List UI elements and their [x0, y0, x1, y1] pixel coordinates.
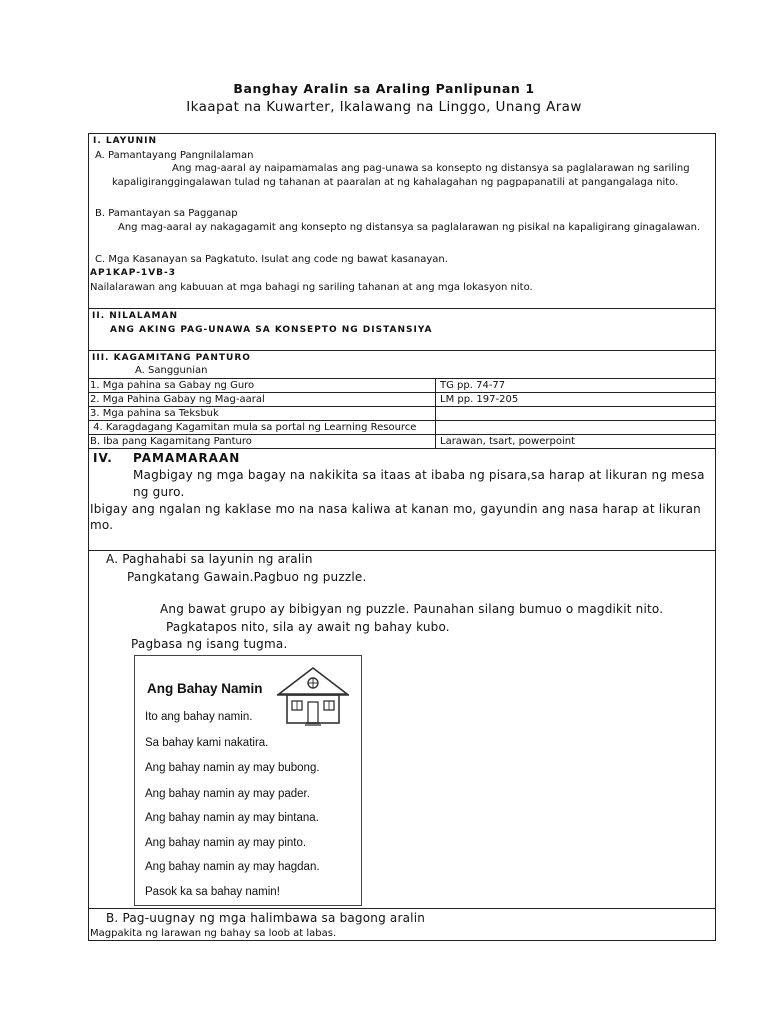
layunin-c-label: C. Mga Kasanayan sa Pagkatuto. Isulat ang code ng bawat kasanayan. — [95, 254, 448, 265]
house-icon — [275, 664, 351, 726]
layunin-b-label: B. Pamantayan sa Pagganap — [95, 208, 238, 219]
section-a-text: Pagkatapos nito, sila ay await ng bahay kubo. — [166, 620, 450, 634]
layunin-a-text: Ang mag-aaral ay naipamamalas ang pag-unawa sa konsepto ng distansya sa paglalarawan ng sariling — [172, 163, 690, 174]
divider — [88, 550, 716, 551]
pamamaraan-text: Magbigay ng mga bagay na nakikita sa itaas at ibaba ng pisara,sa harap at likuran ng mesa — [133, 468, 705, 482]
lesson-title: Banghay Aralin sa Araling Panlipunan 1 — [233, 81, 535, 96]
section-b-text: Magpakita ng larawan ng bahay sa loob at labas. — [90, 928, 337, 939]
section-a-label: A. Paghahabi sa layunin ng aralin — [106, 552, 313, 566]
poem-card — [134, 655, 362, 906]
divider — [88, 378, 716, 379]
kagamitan-heading: III. KAGAMITANG PANTURO — [92, 353, 251, 363]
divider — [88, 434, 716, 435]
poem-line: Ang bahay namin ay may pader. — [145, 788, 310, 800]
divider — [88, 448, 716, 449]
column-divider — [435, 378, 436, 448]
reference-row-value: Larawan, tsart, powerpoint — [440, 436, 575, 447]
layunin-b-text: Ang mag-aaral ay nakagagamit ang konsepto ng distansya sa paglalarawan ng pisikal na kapaligirang ginagalawan. — [118, 222, 701, 233]
divider — [88, 406, 716, 407]
section-a-text: Ang bawat grupo ay bibigyan ng puzzle. Paunahan silang bumuo o magdikit nito. — [160, 602, 664, 616]
layunin-heading: I. LAYUNIN — [93, 136, 157, 146]
reference-row-label: 4. Karagdagang Kagamitan mula sa portal ng Learning Resource — [90, 422, 417, 433]
poem-line: Ang bahay namin ay may bubong. — [145, 762, 320, 774]
section-a-text: Pagbasa ng isang tugma. — [131, 637, 288, 651]
competency-code: AP1KAP-1VB-3 — [90, 268, 177, 278]
poem-title: Ang Bahay Namin — [147, 681, 263, 696]
divider — [88, 908, 716, 909]
section-a-text: Pangkatang Gawain.Pagbuo ng puzzle. — [127, 570, 367, 584]
poem-line: Pasok ka sa bahay namin! — [145, 886, 280, 898]
poem-line: Sa bahay kami nakatira. — [145, 737, 269, 749]
reference-row-label: B. Iba pang Kagamitang Panturo — [90, 436, 252, 447]
competency-text: Nailalarawan ang kabuuan at mga bahagi ng sariling tahanan at ang mga lokasyon nito. — [90, 282, 533, 293]
divider — [88, 350, 716, 351]
nilalaman-heading: II. NILALAMAN — [92, 311, 178, 321]
pamamaraan-text: Ibigay ang ngalan ng kaklase mo na nasa kaliwa at kanan mo, gayundin ang nasa harap at likuran — [90, 502, 701, 516]
poem-line: Ang bahay namin ay may hagdan. — [145, 861, 320, 873]
pamamaraan-heading: PAMAMARAAN — [133, 451, 241, 465]
reference-row-label: 2. Mga Pahina Gabay ng Mag-aaral — [90, 394, 265, 405]
layunin-a-text: kapaligiranggingalawan tulad ng tahanan at paaralan at ng kahalagahan ng pagpapanatili at pangangalaga nito. — [112, 177, 679, 188]
layunin-a-label: A. Pamantayang Pangnilalaman — [95, 150, 254, 161]
lesson-subtitle: Ikaapat na Kuwarter, Ikalawang na Linggo, Unang Araw — [186, 99, 582, 115]
pamamaraan-text: mo. — [90, 518, 114, 532]
reference-row-value: TG pp. 74-77 — [440, 380, 506, 391]
section-b-label: B. Pag-uugnay ng mga halimbawa sa bagong aralin — [106, 911, 426, 925]
reference-row-label: 3. Mga pahina sa Teksbuk — [90, 408, 219, 419]
sanggunian-label: A. Sanggunian — [135, 365, 208, 376]
poem-line: Ang bahay namin ay may bintana. — [145, 812, 319, 824]
divider — [88, 420, 716, 421]
divider — [88, 392, 716, 393]
reference-row-label: 1. Mga pahina sa Gabay ng Guro — [90, 380, 255, 391]
divider — [88, 308, 716, 309]
pamamaraan-text: ng guro. — [133, 485, 185, 499]
poem-line: Ang bahay namin ay may pinto. — [145, 837, 307, 849]
nilalaman-topic: ANG AKING PAG-UNAWA SA KONSEPTO NG DISTANSIYA — [110, 325, 433, 335]
poem-line: Ito ang bahay namin. — [145, 711, 253, 723]
reference-row-value: LM pp. 197-205 — [440, 394, 519, 405]
pamamaraan-number: IV. — [93, 451, 113, 465]
